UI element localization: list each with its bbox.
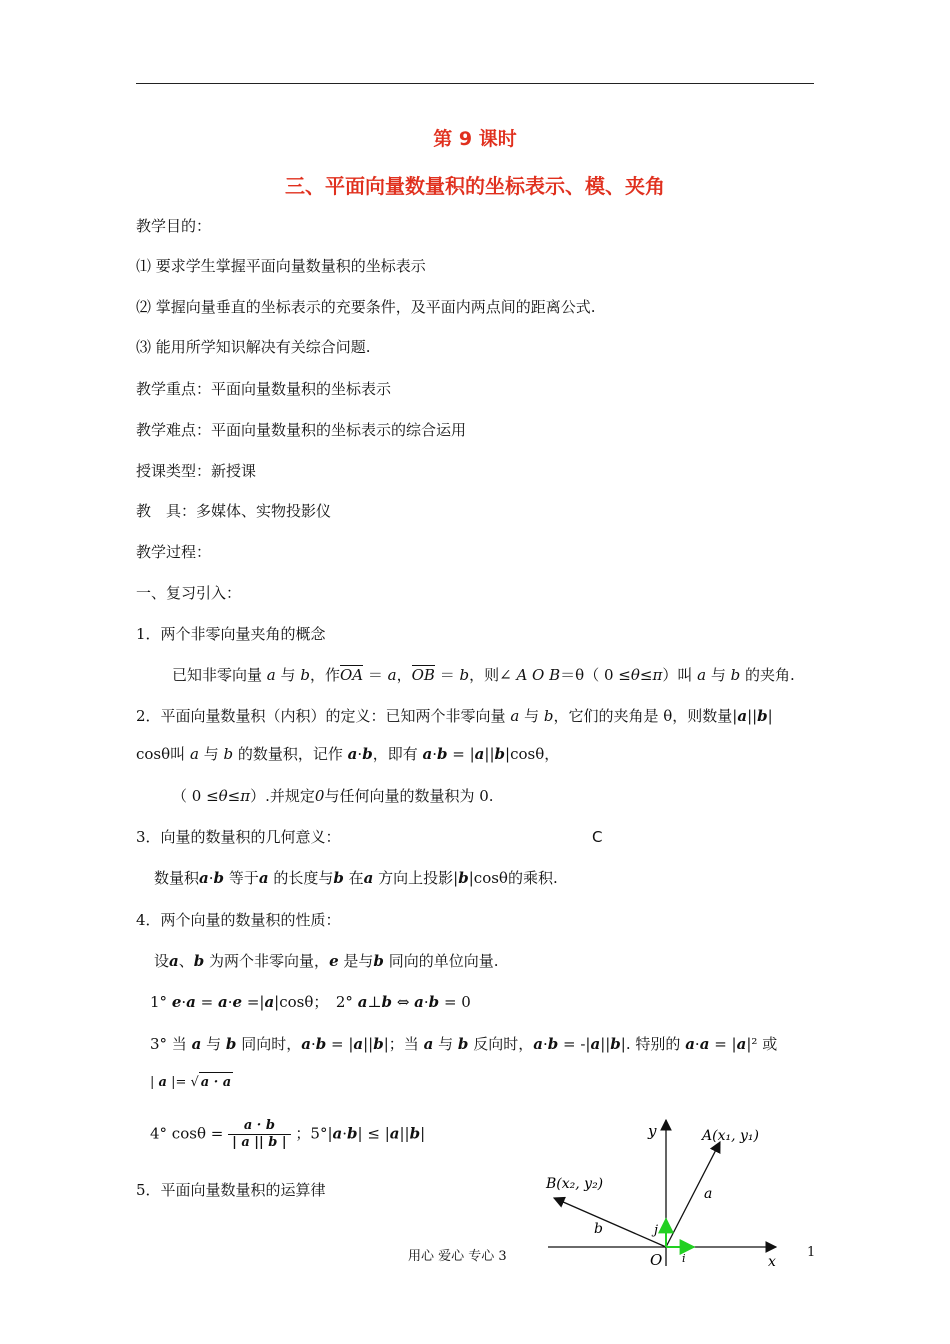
point-5-title: 5．平面向量数量积的运算律 — [136, 1181, 326, 1199]
page-number: 1 — [807, 1245, 816, 1260]
point-2-line-3: （ 0 ≤θ≤π）.并规定0与任何向量的数量积为 0. — [172, 787, 494, 805]
property-4-5: 4° cosθ = $\frac{a \cdot b}{| a || b |}$ ；5°|a·b| ≤ |a||b| — [150, 1118, 426, 1150]
teaching-tools: 教 具：多媒体、实物投影仪 — [136, 502, 332, 520]
point-2-line-1: 2．平面向量数量积（内积）的定义：已知两个非零向量 a 与 b，它们的夹角是 θ，则数量|a||b| — [136, 707, 773, 725]
vector-a-label: a — [704, 1186, 713, 1202]
point-a-label: A(x₁, y₁) — [702, 1128, 759, 1144]
vector-b-label: b — [594, 1221, 603, 1237]
unit-i-label: i — [682, 1252, 686, 1265]
teaching-process: 教学过程： — [136, 543, 212, 561]
section-review: 一、复习引入： — [136, 584, 242, 602]
point-3-body: 数量积a·b 等于a 的长度与b 在a 方向上投影|b|cosθ的乘积. — [154, 869, 558, 887]
teaching-difficulty: 教学难点：平面向量数量积的坐标表示的综合运用 — [136, 421, 467, 439]
lesson-number: 第 9 课时 — [433, 128, 517, 150]
teaching-focus: 教学重点：平面向量数量积的坐标表示 — [136, 380, 392, 398]
footer-text: 用心 爱心 专心 3 — [408, 1249, 507, 1264]
point-b-label: B(x₂, y₂) — [546, 1176, 604, 1192]
property-1-2: 1° e·a = a·e =|a|cosθ； 2° a⊥b ⇔ a·b = 0 — [150, 993, 471, 1011]
point-2-line-2: cosθ叫 a 与 b 的数量积，记作 a·b，即有 a·b = |a||b|cosθ， — [136, 745, 560, 763]
property-3: 3° 当 a 与 b 同向时，a·b = |a||b|；当 a 与 b 反向时，a·b = -|a||b|. 特别的 a·a = |a|² 或 — [150, 1035, 778, 1053]
cos-fraction: $\frac{a \cdot b}{| a || b |}$ — [228, 1118, 291, 1151]
vector-figure — [530, 1108, 790, 1278]
header-rule — [136, 83, 814, 84]
point-1-body: 已知非零向量 a 与 b，作OA ＝ a，OB ＝ b，则∠ A O B＝θ（ 0 ≤θ≤π）叫 a 与 b 的夹角. — [172, 666, 795, 684]
x-label: x — [768, 1254, 776, 1270]
page-title: 三、平面向量数量积的坐标表示、模、夹角 — [285, 174, 665, 198]
point-4-title: 4．两个向量的数量积的性质： — [136, 911, 341, 929]
norm-formula: | a |= √ a · a — [150, 1072, 233, 1093]
point-3-title: 3．向量的数量积的几何意义： — [136, 828, 341, 846]
unit-j-label: j — [654, 1223, 659, 1238]
vector-b — [554, 1198, 666, 1247]
objective-2: ⑵ 掌握向量垂直的坐标表示的充要条件，及平面内两点间的距离公式. — [136, 298, 596, 316]
point-3-mark: C — [592, 828, 603, 846]
point-1-title: 1．两个非零向量夹角的概念 — [136, 625, 326, 643]
origin-label: O — [650, 1251, 663, 1269]
lesson-type: 授课类型：新授课 — [136, 462, 257, 480]
y-label: y — [648, 1122, 657, 1140]
objectives-heading: 教学目的： — [136, 217, 212, 235]
point-4-intro: 设a、b 为两个非零向量，e 是与b 同向的单位向量. — [154, 952, 499, 970]
objective-3: ⑶ 能用所学知识解决有关综合问题. — [136, 338, 371, 356]
objective-1: ⑴ 要求学生掌握平面向量数量积的坐标表示 — [136, 257, 426, 275]
